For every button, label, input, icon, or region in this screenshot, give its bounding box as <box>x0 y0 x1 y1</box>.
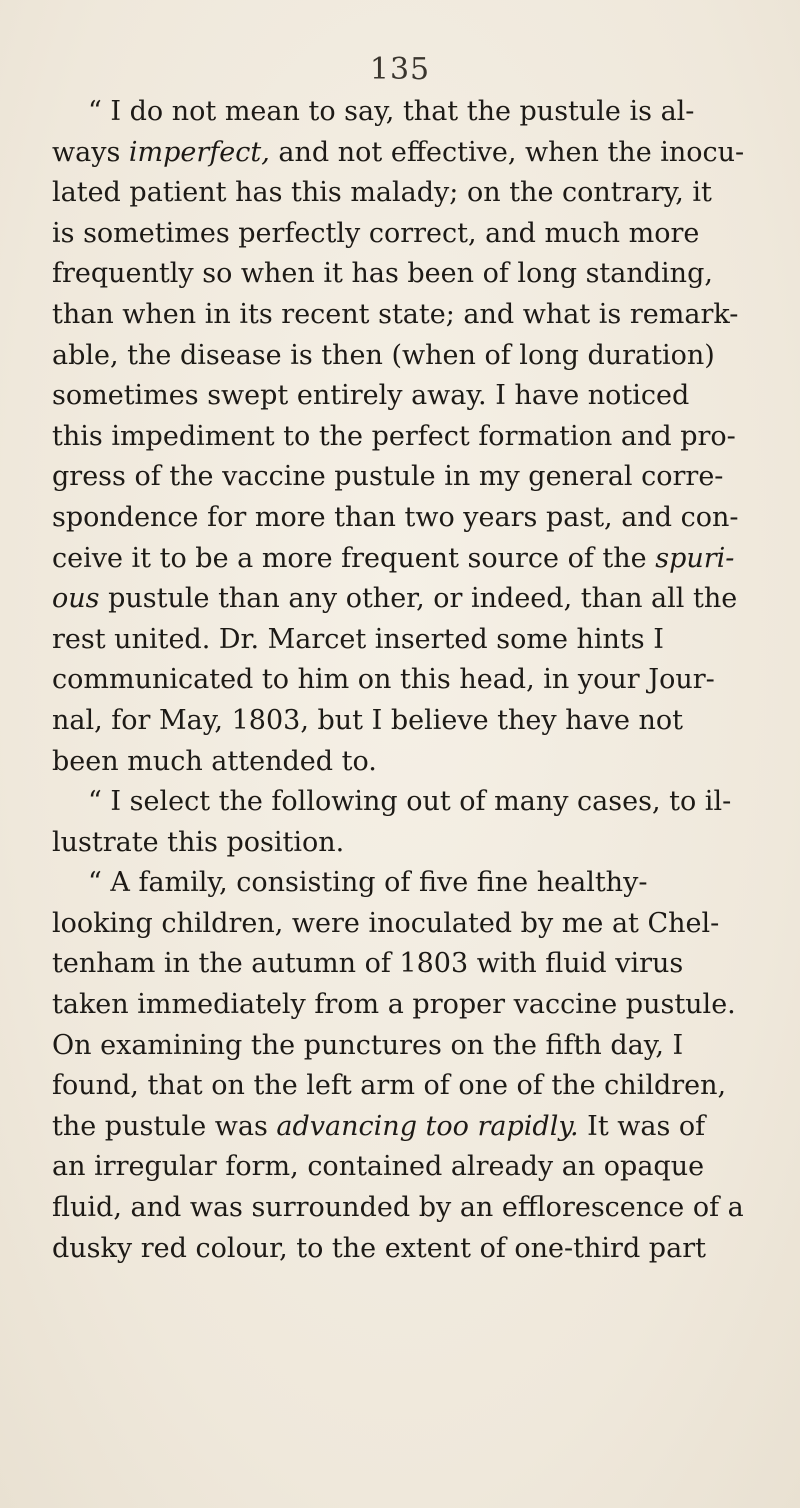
italic-text: spuri- <box>655 542 735 574</box>
text-line: been much attended to. <box>52 745 377 777</box>
text-segment: the pustule was <box>52 1110 277 1142</box>
text-line <box>52 1107 752 1148</box>
text-segment: It was of <box>578 1110 706 1142</box>
text-line: tenham in the autumn of 1803 with fluid virus <box>52 948 684 980</box>
text-line: sometimes swept entirely away. I have noticed <box>52 380 690 412</box>
text-line <box>52 539 752 580</box>
italic-text: imperfect, <box>128 136 270 168</box>
text-line: this impediment to the perfect formation and pro- <box>52 420 736 452</box>
text-line: is sometimes perfectly correct, and much more <box>52 217 700 249</box>
page-number: 135 <box>369 52 431 87</box>
italic-text: ous <box>52 583 100 615</box>
text-line: “ A family, consisting of five fine healthy- <box>88 867 648 899</box>
text-line: dusky red colour, to the extent of one-third part <box>52 1232 706 1264</box>
italic-text: advancing too rapidly. <box>276 1110 579 1142</box>
text-line: gress of the vaccine pustule in my general corre- <box>52 461 724 493</box>
text-line: an irregular form, contained already an opaque <box>52 1151 705 1183</box>
text-line: lustrate this position. <box>52 826 345 858</box>
text-line <box>52 579 752 620</box>
text-line: spondence for more than two years past, and con- <box>52 501 739 533</box>
text-line: On examining the punctures on the fifth day, I <box>52 1029 684 1061</box>
text-line: found, that on the left arm of one of the children, <box>52 1070 727 1102</box>
text-line: taken immediately from a proper vaccine pustule. <box>52 989 736 1021</box>
text-segment: ceive it to be a more frequent source of the <box>52 542 656 574</box>
text-line: frequently so when it has been of long standing, <box>52 258 713 290</box>
body-text <box>52 92 752 1269</box>
text-line: rest united. Dr. Marcet inserted some hints I <box>52 623 664 655</box>
text-line: than when in its recent state; and what is remark- <box>52 298 739 330</box>
text-line: “ I do not mean to say, that the pustule is al- <box>88 96 695 127</box>
text-segment: and not effective, when the inocu- <box>269 136 745 168</box>
text-line: able, the disease is then (when of long duration) <box>52 339 715 371</box>
text-line: looking children, were inoculated by me at Chel- <box>52 907 720 939</box>
text-line: communicated to him on this head, in your Jour- <box>52 664 715 696</box>
text-line <box>52 133 752 174</box>
text-line: fluid, and was surrounded by an efflorescence of a <box>52 1192 744 1224</box>
text-segment: ways <box>52 136 129 168</box>
text-segment: pustule than any other, or indeed, than all the <box>99 583 738 615</box>
text-line: “ I select the following out of many cases, to il- <box>88 786 732 818</box>
text-line: nal, for May, 1803, but I believe they have not <box>52 704 684 736</box>
text-line: lated patient has this malady; on the contrary, it <box>52 177 712 209</box>
